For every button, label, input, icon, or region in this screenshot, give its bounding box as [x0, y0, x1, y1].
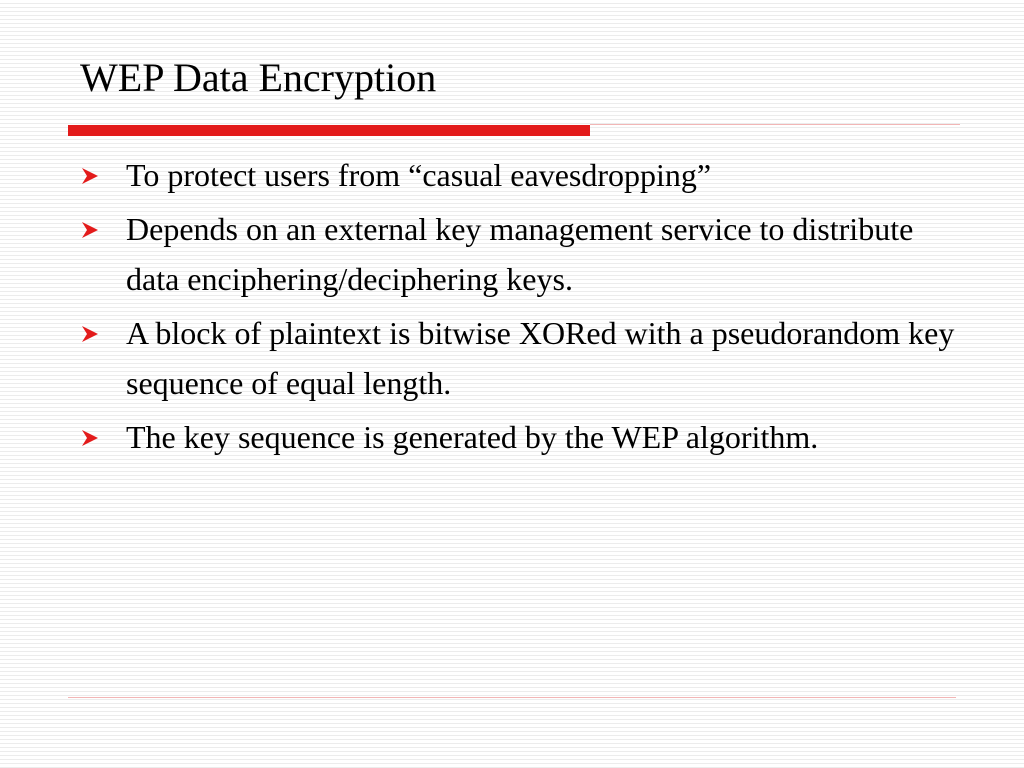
bullet-item — [78, 150, 958, 200]
bullet-item — [78, 308, 958, 408]
bullet-item — [78, 412, 958, 462]
slide-title: WEP Data Encryption — [80, 55, 437, 100]
bullet-text: To protect users from “casual eavesdropping” — [126, 157, 712, 193]
bullet-text: Depends on an external key management service to distribute data enciphering/deciphering keys. — [126, 211, 914, 297]
bullet-list — [78, 150, 958, 466]
arrowhead-bullet-icon — [80, 166, 100, 186]
arrowhead-bullet-icon — [80, 220, 100, 240]
bullet-text: The key sequence is generated by the WEP algorithm. — [126, 419, 819, 455]
title-underline-bar — [68, 125, 590, 136]
bullet-text: A block of plaintext is bitwise XORed with a pseudorandom key sequence of equal length. — [126, 315, 955, 401]
title-underline-thin-rule — [590, 124, 960, 125]
arrowhead-bullet-icon — [80, 324, 100, 344]
bullet-item — [78, 204, 958, 304]
arrowhead-bullet-icon — [80, 428, 100, 448]
footer-rule — [68, 697, 956, 698]
